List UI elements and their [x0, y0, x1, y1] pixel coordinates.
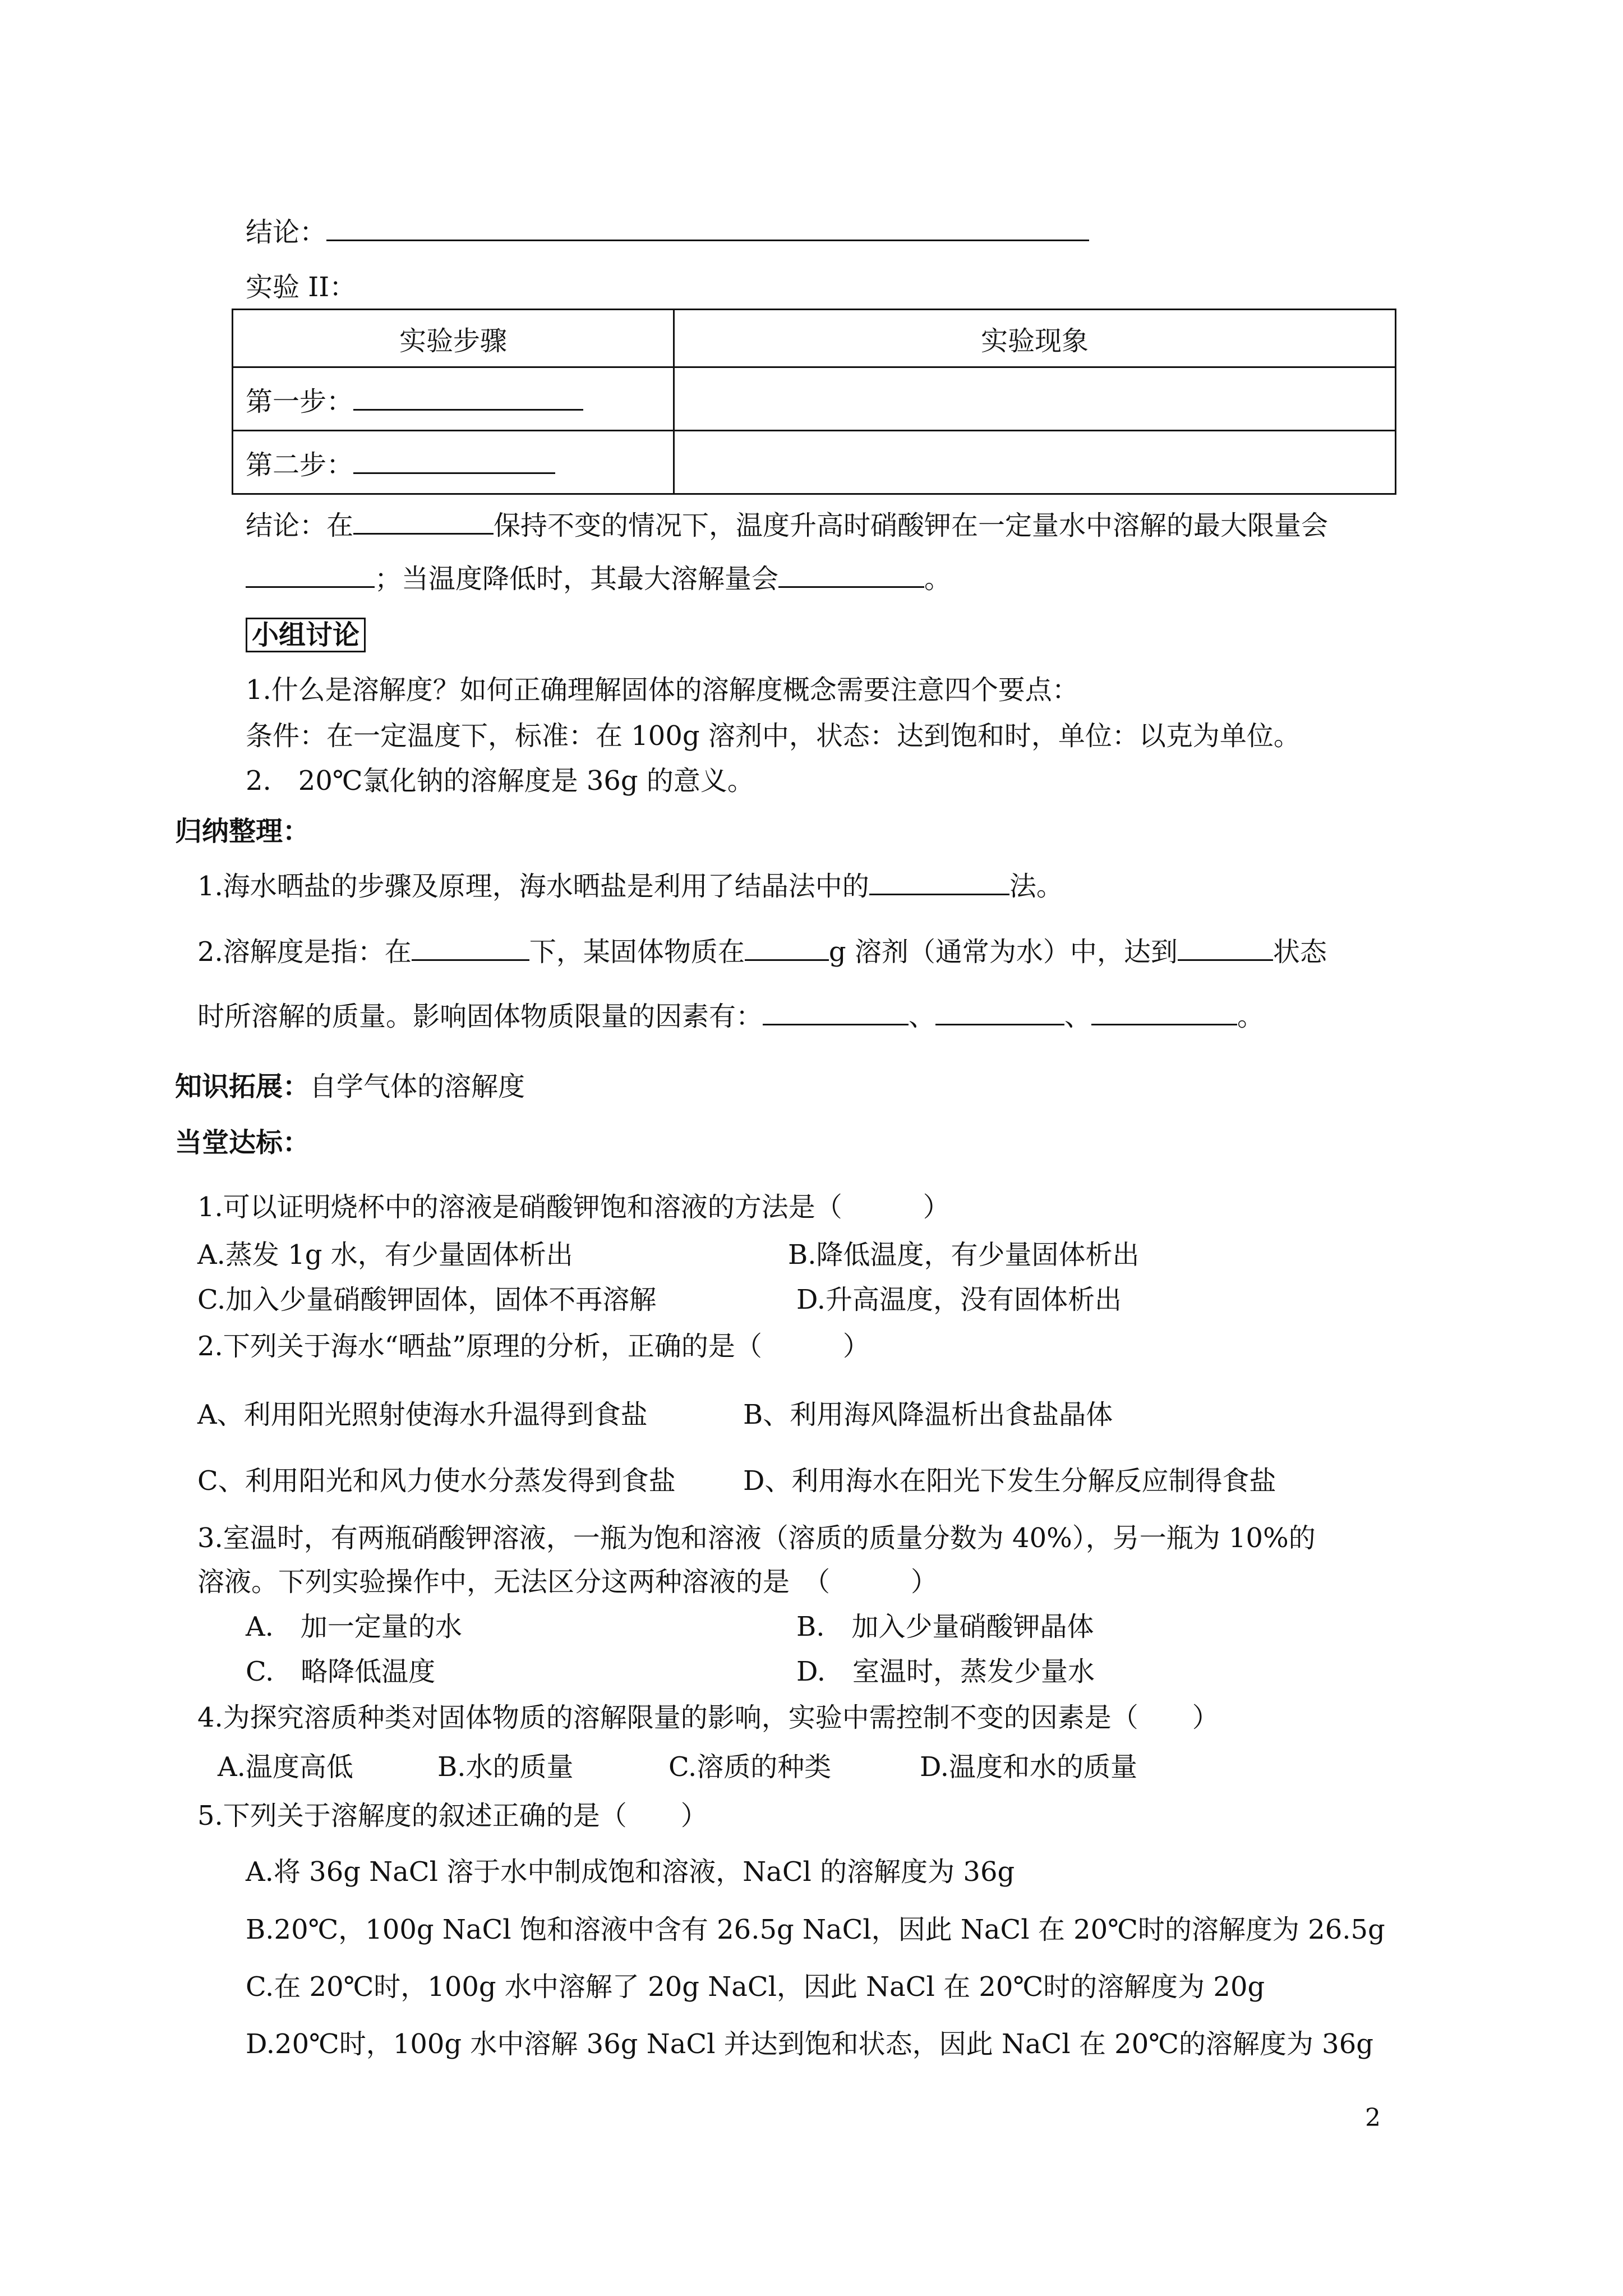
discussion-q2: 2. 20℃氯化钠的溶解度是 36g 的意义。 — [246, 765, 754, 797]
q4-option-d[interactable]: D.温度和水的质量 — [920, 1751, 1138, 1783]
factor-blank-3[interactable] — [1091, 999, 1237, 1025]
q5-stem: 5.下列关于溶解度的叙述正确的是（ ） — [197, 1800, 708, 1832]
q1-stem: 1.可以证明烧杯中的溶液是硝酸钾饱和溶液的方法是（ ） — [197, 1191, 950, 1223]
table-header-row — [233, 310, 1396, 367]
q2-option-c[interactable]: C、利用阳光和风力使水分蒸发得到食盐 — [197, 1465, 676, 1497]
q3-option-c[interactable]: C. 略降低温度 — [246, 1656, 436, 1687]
q1-option-d[interactable]: D.升高温度，没有固体析出 — [796, 1284, 1122, 1315]
factor-blank-1[interactable] — [763, 999, 909, 1025]
conclusion-2-line-1: 结论：在 保持不变的情况下，温度升高时硝酸钾在一定量水中溶解的最大限量会 — [246, 508, 1328, 544]
summary-blank-1[interactable] — [869, 869, 1009, 895]
q2-stem: 2.下列关于海水“晒盐”原理的分析，正确的是（ ） — [197, 1331, 870, 1362]
summary-blank-3[interactable] — [745, 935, 829, 961]
group-discussion-label: 小组讨论 — [246, 617, 366, 653]
q4-stem: 4.为探究溶质种类对固体物质的溶解限量的影响，实验中需控制不变的因素是（ ） — [197, 1702, 1219, 1733]
conclusion-1: 结论： — [246, 214, 1089, 250]
discussion-q1-answer: 条件：在一定温度下，标准：在 100g 溶剂中，状态：达到饱和时，单位：以克为单位。 — [246, 720, 1301, 752]
experiment-2-title: 实验 II： — [246, 272, 357, 303]
conclusion-1-blank[interactable] — [326, 215, 1089, 241]
summary-blank-4[interactable] — [1178, 935, 1273, 961]
q4-option-c[interactable]: C.溶质的种类 — [668, 1751, 832, 1783]
q2-option-b[interactable]: B、利用海风降温析出食盐晶体 — [743, 1399, 1113, 1430]
table-row — [233, 367, 1396, 431]
q5-option-c[interactable]: C.在 20℃时，100g 水中溶解了 20g NaCl，因此 NaCl 在 20℃时的溶解度为 20g — [246, 1971, 1265, 2003]
step-cell: 第一步： — [233, 367, 674, 431]
factor-blank-2[interactable] — [935, 999, 1064, 1025]
q4-option-b[interactable]: B.水的质量 — [437, 1751, 574, 1783]
summary-item-2: 2.溶解度是指：在 下，某固体物质在 g 溶剂（通常为水）中，达到 状态 — [197, 934, 1327, 970]
conclusion-2-blank-1[interactable] — [353, 508, 494, 535]
knowledge-extension: 知识拓展：自学气体的溶解度 — [175, 1071, 525, 1102]
discussion-q1: 1.什么是溶解度？如何正确理解固体的溶解度概念需要注意四个要点： — [246, 674, 1079, 706]
summary-item-1: 1.海水晒盐的步骤及原理，海水晒盐是利用了结晶法中的 法。 — [197, 868, 1063, 904]
q5-option-a[interactable]: A.将 36g NaCl 溶于水中制成饱和溶液，NaCl 的溶解度为 36g — [246, 1856, 1015, 1888]
phenomenon-cell[interactable] — [674, 431, 1396, 494]
q1-option-c[interactable]: C.加入少量硝酸钾固体，固体不再溶解 — [197, 1284, 657, 1315]
practice-heading: 当堂达标： — [175, 1127, 310, 1158]
step-2-blank[interactable] — [353, 448, 555, 474]
phenomenon-cell[interactable] — [674, 367, 1396, 431]
step-1-blank[interactable] — [353, 384, 583, 411]
page-number: 2 — [1365, 2104, 1381, 2132]
header-phenomena: 实验现象 — [674, 310, 1396, 367]
q1-option-a[interactable]: A.蒸发 1g 水，有少量固体析出 — [197, 1239, 573, 1271]
experiment-table — [232, 309, 1396, 495]
q3-stem-2: 溶液。下列实验操作中，无法区分这两种溶液的是 （ ） — [197, 1566, 938, 1598]
conclusion-2-blank-3[interactable] — [778, 562, 924, 588]
q3-option-b[interactable]: B. 加入少量硝酸钾晶体 — [796, 1611, 1094, 1642]
q4-option-a[interactable]: A.温度高低 — [218, 1751, 353, 1783]
q3-option-d[interactable]: D. 室温时，蒸发少量水 — [796, 1656, 1095, 1687]
table-row — [233, 431, 1396, 494]
summary-blank-2[interactable] — [412, 935, 529, 961]
q2-option-d[interactable]: D、利用海水在阳光下发生分解反应制得食盐 — [743, 1465, 1276, 1497]
q5-option-d[interactable]: D.20℃时，100g 水中溶解 36g NaCl 并达到饱和状态，因此 NaCl 在 20℃的溶解度为 36g — [246, 2028, 1373, 2060]
q3-option-a[interactable]: A. 加一定量的水 — [246, 1611, 462, 1642]
q3-stem-1: 3.室温时，有两瓶硝酸钾溶液，一瓶为饱和溶液（溶质的质量分数为 40%），另一瓶为 10%的 — [197, 1522, 1316, 1554]
header-steps: 实验步骤 — [233, 310, 674, 367]
step-cell: 第二步： — [233, 431, 674, 494]
summary-item-2-cont: 时所溶解的质量。影响固体物质限量的因素有： 、 、 。 — [197, 999, 1264, 1034]
q1-option-b[interactable]: B.降低温度，有少量固体析出 — [788, 1239, 1140, 1271]
conclusion-2-line-2: ；当温度降低时，其最大溶解量会 。 — [246, 561, 951, 597]
conclusion-2-blank-2[interactable] — [246, 562, 375, 588]
summary-heading: 归纳整理： — [175, 816, 310, 847]
q5-option-b[interactable]: B.20℃，100g NaCl 饱和溶液中含有 26.5g NaCl，因此 NaCl 在 20℃时的溶解度为 26.5g — [246, 1914, 1385, 1945]
q2-option-a[interactable]: A、利用阳光照射使海水升温得到食盐 — [197, 1399, 648, 1430]
